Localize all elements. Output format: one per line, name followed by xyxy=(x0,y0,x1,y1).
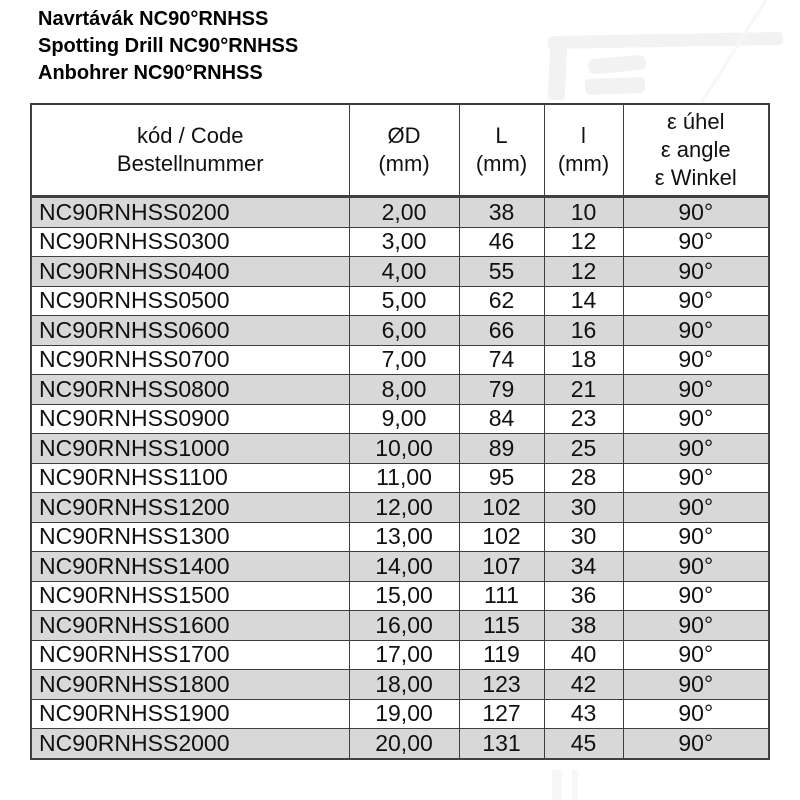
cell-angle: 90° xyxy=(623,729,769,759)
header-line: l xyxy=(581,123,586,148)
cell-d: 18,00 xyxy=(349,670,459,700)
cell-L: 74 xyxy=(459,345,544,375)
cell-code: NC90RNHSS1400 xyxy=(31,552,349,582)
header-line: (mm) xyxy=(557,151,610,176)
cell-l: 40 xyxy=(544,640,623,670)
cell-l: 45 xyxy=(544,729,623,759)
table-row xyxy=(31,611,769,641)
cell-angle: 90° xyxy=(623,345,769,375)
watermark-logo-blob-upper xyxy=(587,55,646,75)
table-row xyxy=(31,257,769,287)
cell-d: 13,00 xyxy=(349,522,459,552)
cell-code: NC90RNHSS1100 xyxy=(31,463,349,493)
cell-l: 18 xyxy=(544,345,623,375)
table-row xyxy=(31,227,769,257)
cell-angle: 90° xyxy=(623,699,769,729)
cell-d: 20,00 xyxy=(349,729,459,759)
cell-code: NC90RNHSS1200 xyxy=(31,493,349,523)
table-row xyxy=(31,345,769,375)
header-code xyxy=(31,104,349,197)
cell-d: 15,00 xyxy=(349,581,459,611)
cell-code: NC90RNHSS1800 xyxy=(31,670,349,700)
table-header xyxy=(31,104,769,197)
table-row xyxy=(31,404,769,434)
cell-d: 17,00 xyxy=(349,640,459,670)
header-line: ε Winkel xyxy=(654,165,737,190)
header-line: (mm) xyxy=(378,151,430,176)
cell-L: 89 xyxy=(459,434,544,464)
cell-d: 14,00 xyxy=(349,552,459,582)
cell-code: NC90RNHSS1700 xyxy=(31,640,349,670)
cell-L: 131 xyxy=(459,729,544,759)
table-row xyxy=(31,316,769,346)
cell-d: 4,00 xyxy=(349,257,459,287)
cell-d: 2,00 xyxy=(349,197,459,228)
cell-d: 8,00 xyxy=(349,375,459,405)
cell-angle: 90° xyxy=(623,227,769,257)
scan-streak-bottom-2 xyxy=(572,770,578,800)
cell-d: 12,00 xyxy=(349,493,459,523)
cell-L: 62 xyxy=(459,286,544,316)
cell-l: 43 xyxy=(544,699,623,729)
cell-angle: 90° xyxy=(623,581,769,611)
cell-code: NC90RNHSS1600 xyxy=(31,611,349,641)
cell-angle: 90° xyxy=(623,316,769,346)
cell-angle: 90° xyxy=(623,552,769,582)
spec-table xyxy=(30,103,770,760)
cell-d: 11,00 xyxy=(349,463,459,493)
table-row xyxy=(31,434,769,464)
cell-code: NC90RNHSS0400 xyxy=(31,257,349,287)
cell-L: 66 xyxy=(459,316,544,346)
cell-angle: 90° xyxy=(623,286,769,316)
cell-l: 42 xyxy=(544,670,623,700)
cell-d: 6,00 xyxy=(349,316,459,346)
table-row xyxy=(31,463,769,493)
cell-l: 30 xyxy=(544,522,623,552)
cell-code: NC90RNHSS0300 xyxy=(31,227,349,257)
cell-L: 107 xyxy=(459,552,544,582)
cell-l: 21 xyxy=(544,375,623,405)
title-czech: Navrtávák NC90°RNHSS xyxy=(38,8,269,30)
cell-L: 95 xyxy=(459,463,544,493)
cell-L: 123 xyxy=(459,670,544,700)
cell-angle: 90° xyxy=(623,375,769,405)
cell-angle: 90° xyxy=(623,463,769,493)
cell-l: 23 xyxy=(544,404,623,434)
scan-crease-line xyxy=(690,0,772,119)
cell-l: 14 xyxy=(544,286,623,316)
cell-code: NC90RNHSS0600 xyxy=(31,316,349,346)
header-line: (mm) xyxy=(475,151,528,176)
cell-code: NC90RNHSS1900 xyxy=(31,699,349,729)
cell-angle: 90° xyxy=(623,640,769,670)
cell-l: 16 xyxy=(544,316,623,346)
header-angle xyxy=(623,104,769,197)
cell-angle: 90° xyxy=(623,257,769,287)
cell-angle: 90° xyxy=(623,611,769,641)
header-diameter xyxy=(349,104,459,197)
table-row xyxy=(31,729,769,759)
header-overall-length xyxy=(459,104,544,197)
cell-d: 7,00 xyxy=(349,345,459,375)
cell-code: NC90RNHSS0700 xyxy=(31,345,349,375)
cell-d: 16,00 xyxy=(349,611,459,641)
page-title-block xyxy=(38,6,298,87)
table-body xyxy=(31,197,769,759)
header-flute-length xyxy=(544,104,623,197)
cell-angle: 90° xyxy=(623,404,769,434)
cell-code: NC90RNHSS0900 xyxy=(31,404,349,434)
cell-d: 10,00 xyxy=(349,434,459,464)
table-row xyxy=(31,197,769,228)
cell-L: 102 xyxy=(459,493,544,523)
table-row xyxy=(31,552,769,582)
watermark-logo-blob-lower xyxy=(585,77,646,95)
cell-d: 9,00 xyxy=(349,404,459,434)
cell-l: 12 xyxy=(544,257,623,287)
cell-L: 127 xyxy=(459,699,544,729)
header-line: kód / Code xyxy=(137,123,244,148)
cell-L: 111 xyxy=(459,581,544,611)
watermark-logo-stem xyxy=(547,42,567,101)
cell-code: NC90RNHSS0500 xyxy=(31,286,349,316)
cell-L: 119 xyxy=(459,640,544,670)
watermark-logo-bar xyxy=(548,32,783,49)
cell-l: 12 xyxy=(544,227,623,257)
cell-d: 5,00 xyxy=(349,286,459,316)
cell-code: NC90RNHSS1300 xyxy=(31,522,349,552)
cell-angle: 90° xyxy=(623,493,769,523)
cell-L: 46 xyxy=(459,227,544,257)
header-line: ε angle xyxy=(660,137,731,162)
table-row xyxy=(31,581,769,611)
cell-angle: 90° xyxy=(623,197,769,228)
cell-code: NC90RNHSS1500 xyxy=(31,581,349,611)
title-german: Anbohrer NC90°RNHSS xyxy=(38,62,263,84)
cell-code: NC90RNHSS0800 xyxy=(31,375,349,405)
cell-L: 84 xyxy=(459,404,544,434)
scan-streak-bottom-1 xyxy=(552,770,562,800)
table-row xyxy=(31,699,769,729)
cell-l: 10 xyxy=(544,197,623,228)
cell-l: 30 xyxy=(544,493,623,523)
cell-angle: 90° xyxy=(623,670,769,700)
cell-code: NC90RNHSS1000 xyxy=(31,434,349,464)
table-row xyxy=(31,640,769,670)
cell-l: 25 xyxy=(544,434,623,464)
cell-L: 79 xyxy=(459,375,544,405)
header-line: ε úhel xyxy=(666,109,725,134)
header-line: L xyxy=(495,123,508,148)
header-line: ØD xyxy=(387,123,421,148)
table-row xyxy=(31,493,769,523)
cell-l: 34 xyxy=(544,552,623,582)
cell-L: 38 xyxy=(459,197,544,228)
cell-d: 19,00 xyxy=(349,699,459,729)
cell-L: 55 xyxy=(459,257,544,287)
title-english: Spotting Drill NC90°RNHSS xyxy=(38,35,299,57)
cell-L: 115 xyxy=(459,611,544,641)
cell-code: NC90RNHSS2000 xyxy=(31,729,349,759)
table-row xyxy=(31,670,769,700)
cell-l: 36 xyxy=(544,581,623,611)
cell-l: 38 xyxy=(544,611,623,641)
cell-l: 28 xyxy=(544,463,623,493)
cell-L: 102 xyxy=(459,522,544,552)
cell-d: 3,00 xyxy=(349,227,459,257)
table-row xyxy=(31,286,769,316)
cell-angle: 90° xyxy=(623,522,769,552)
header-line: Bestellnummer xyxy=(116,151,264,176)
cell-angle: 90° xyxy=(623,434,769,464)
table-row xyxy=(31,522,769,552)
cell-code: NC90RNHSS0200 xyxy=(31,197,349,228)
table-row xyxy=(31,375,769,405)
